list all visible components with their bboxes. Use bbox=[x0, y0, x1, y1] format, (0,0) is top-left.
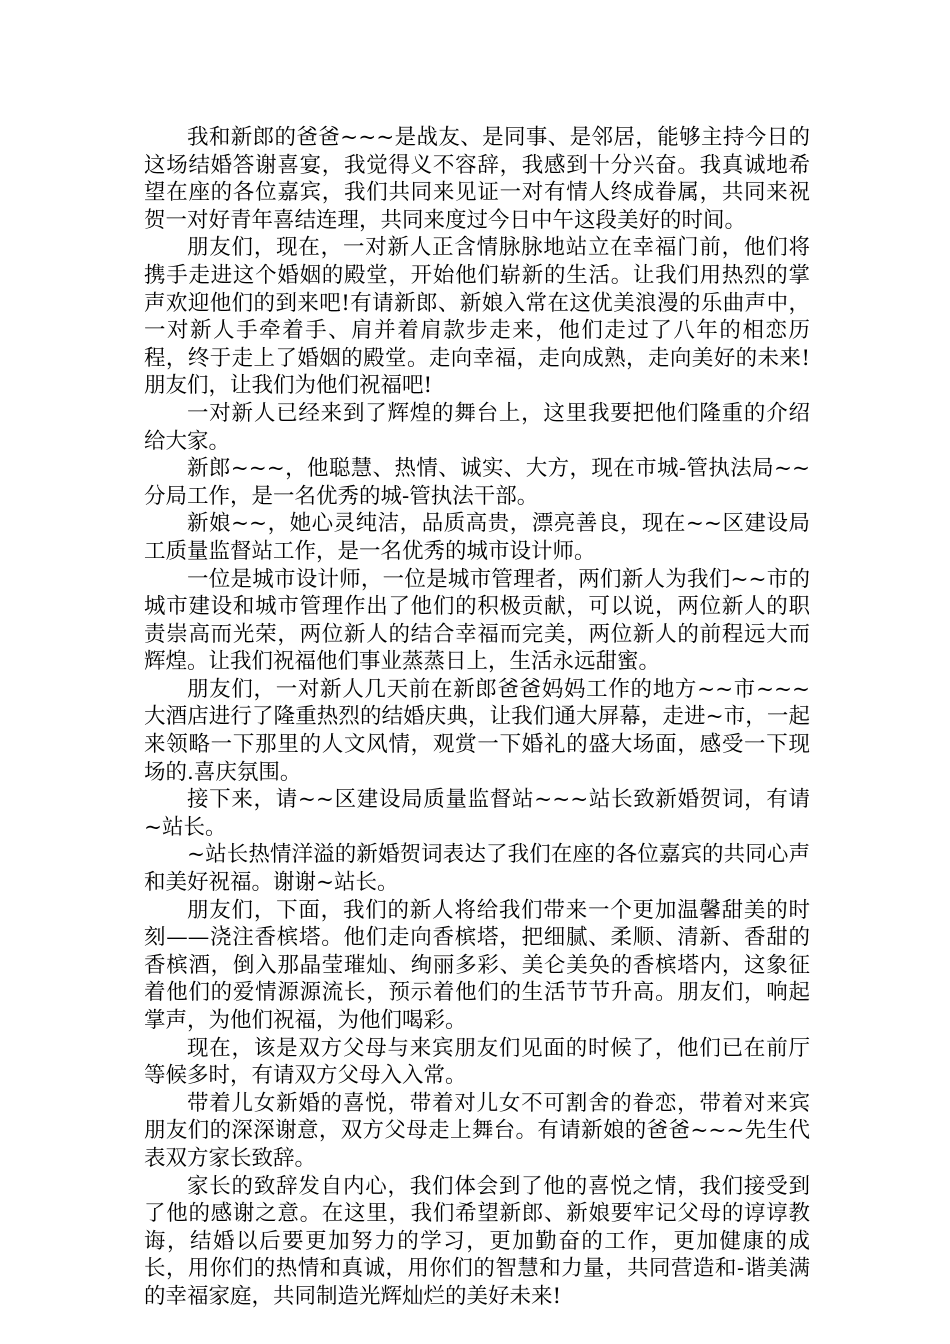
paragraph: 家长的致辞发自内心，我们体会到了他的喜悦之情，我们接受到了他的感谢之意。在这里，我们希望新郎、新娘要牢记父母的谆谆教诲，结婚以后要更加努力的学习，更加勤奋的工作，更加健康的成长，用你们的热情和真诚，用你们的智慧和力量，共同营造和-谐美满的幸福家庭，共同制造光辉灿烂的美好未来! bbox=[144, 1173, 810, 1309]
document-body bbox=[144, 124, 810, 1311]
paragraph: ~站长热情洋溢的新婚贺词表达了我们在座的各位嘉宾的共同心声和美好祝福。谢谢~站长。 bbox=[144, 842, 810, 896]
paragraph: 带着儿女新婚的喜悦，带着对儿女不可割舍的眷恋，带着对来宾朋友们的深深谢意，双方父母走上舞台。有请新娘的爸爸~~~先生代表双方家长致辞。 bbox=[144, 1090, 810, 1171]
paragraph: 一位是城市设计师，一位是城市管理者，两们新人为我们~~市的城市建设和城市管理作出了他们的积极贡献，可以说，两位新人的职责崇高而光荣，两位新人的结合幸福而完美，两位新人的前程远大而辉煌。让我们祝福他们事业蒸蒸日上，生活永远甜蜜。 bbox=[144, 566, 810, 675]
paragraph: 新娘~~，她心灵纯洁，品质高贵，漂亮善良，现在~~区建设局工质量监督站工作，是一名优秀的城市设计师。 bbox=[144, 511, 810, 564]
paragraph: 接下来，请~~区建设局质量监督站~~~站长致新婚贺词，有请~站长。 bbox=[144, 787, 810, 840]
paragraph: 朋友们，现在，一对新人正含情脉脉地站立在幸福门前，他们将携手走进这个婚姻的殿堂，开始他们崭新的生活。让我们用热烈的掌声欢迎他们的到来吧!有请新郎、新娘入常在这优美浪漫的乐曲声中，一对新人手牵着手、肩并着肩款步走来，他们走过了八年的相恋历程，终于走上了婚姻的殿堂。走向幸福，走向成熟，走向美好的未来!朋友们，让我们为他们祝福吧! bbox=[144, 235, 810, 399]
paragraph: 现在，该是双方父母与来宾朋友们见面的时候了，他们已在前厅等候多时，有请双方父母入入常。 bbox=[144, 1035, 810, 1089]
paragraph: 新郎~~~，他聪慧、热情、诚实、大方，现在市城-管执法局~~分局工作，是一名优秀的城-管执法干部。 bbox=[144, 456, 810, 509]
paragraph: 朋友们，下面，我们的新人将给我们带来一个更加温馨甜美的时刻——浇注香槟塔。他们走向香槟塔，把细腻、柔顺、清新、香甜的香槟酒，倒入那晶莹璀灿、绚丽多彩、美仑美奂的香槟塔内，这象征着他们的爱情源源流长，预示着他们的生活节节升高。朋友们，响起掌声，为他们祝福，为他们喝彩。 bbox=[144, 897, 810, 1033]
paragraph: 朋友们，一对新人几天前在新郎爸爸妈妈工作的地方~~市~~~大酒店进行了隆重热烈的结婚庆典，让我们通大屏幕，走进~市，一起来领略一下那里的人文风情，观赏一下婚礼的盛大场面，感受一下现场的.喜庆氛围。 bbox=[144, 676, 810, 785]
paragraph: 一对新人已经来到了辉煌的舞台上，这里我要把他们隆重的介绍给大家。 bbox=[144, 400, 810, 454]
paragraph: 我和新郎的爸爸~~~是战友、是同事、是邻居，能够主持今日的这场结婚答谢喜宴，我觉得义不容辞，我感到十分兴奋。我真诚地希望在座的各位嘉宾，我们共同来见证一对有情人终成眷属，共同来祝贺一对好青年喜结连理，共同来度过今日中午这段美好的时间。 bbox=[144, 125, 810, 233]
